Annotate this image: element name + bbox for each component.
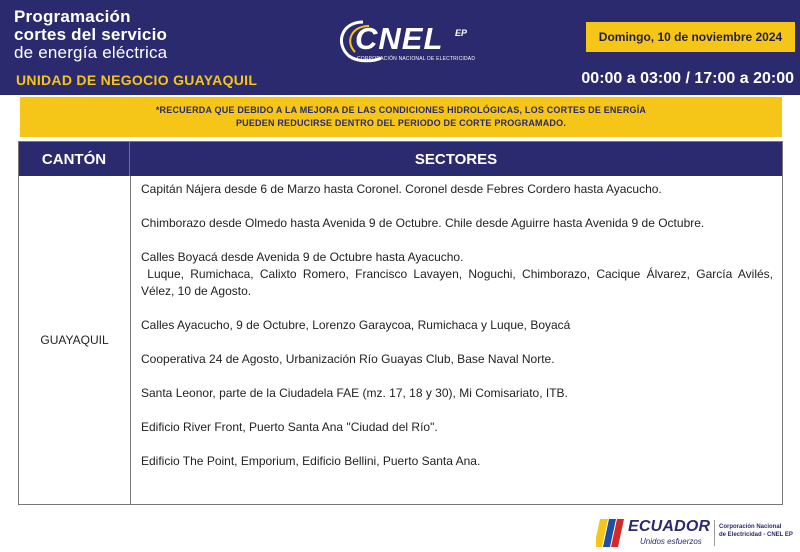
sector-item: Chimborazo desde Olmedo hasta Avenida 9 de Octubre. Chile desde Aguirre hasta Avenida 9 de Octubre.	[141, 216, 705, 230]
title-line-1: Programación	[14, 7, 131, 26]
sector-item: Santa Leonor, parte de la Ciudadela FAE (mz. 17, 18 y 30), Mi Comisariato, ITB.	[141, 386, 568, 400]
sector-item: Edificio The Point, Emporium, Edificio Bellini, Puerto Santa Ana.	[141, 454, 481, 468]
title-line-3: de energía eléctrica	[14, 43, 168, 62]
notice-banner	[20, 97, 782, 137]
title-line-2: cortes del servicio	[14, 25, 168, 44]
corp-line-1: Corporación Nacional	[719, 524, 782, 530]
notice-line-1: *RECUERDA QUE DEBIDO A LA MEJORA DE LAS CONDICIONES HIDROLÓGICAS, LOS CORTES DE ENERGÍA	[155, 105, 647, 115]
sector-item: Edificio River Front, Puerto Santa Ana "Ciudad del Río".	[141, 420, 438, 434]
schedule-times: 00:00 a 03:00 / 17:00 a 20:00	[581, 70, 794, 87]
cnel-logo	[333, 16, 483, 68]
brand-corporation	[719, 523, 793, 539]
sector-item: Cooperativa 24 de Agosto, Urbanización Río Guayas Club, Base Naval Norte.	[141, 352, 555, 366]
sector-item: Calles Ayacucho, 9 de Octubre, Lorenzo Garaycoa, Rumichaca y Luque, Boyacá	[141, 318, 571, 332]
notice-line-2: PUEDEN REDUCIRSE DENTRO DEL PERIODO DE CORTE PROGRAMADO.	[235, 118, 567, 128]
business-unit-label: UNIDAD DE NEGOCIO GUAYAQUIL	[16, 72, 258, 88]
header-banner	[0, 0, 800, 95]
header-canton: CANTÓN	[19, 142, 130, 176]
column-divider	[130, 176, 131, 504]
canton-cell: GUAYAQUIL	[40, 333, 109, 347]
footer-brand	[596, 517, 796, 550]
brand-divider	[714, 520, 715, 546]
outage-table	[18, 141, 783, 505]
logo-ep: EP	[455, 28, 468, 38]
sectors-cell	[141, 181, 780, 487]
header-sectores: SECTORES	[414, 150, 498, 168]
sector-item: Capitán Nájera desde 6 de Marzo hasta Coronel. Coronel desde Febres Cordero hasta Ayacucho.	[141, 182, 662, 196]
corp-line-2: de Electricidad - CNEL EP	[719, 532, 793, 538]
logo-subtitle: CORPORACIÓN NACIONAL DE ELECTRICIDAD	[357, 56, 476, 62]
brand-ecuador: ECUADOR	[628, 518, 711, 535]
table-header	[19, 142, 782, 176]
sector-item: Luque, Rumichaca, Calixto Romero, Francisco Lavayen, Noguchi, Chimborazo, Cacique Álvarez, García Avilés, Vélez, 10 de Agosto.	[141, 267, 780, 298]
sector-item: Calles Boyacá desde Avenida 9 de Octubre hasta Ayacucho.	[141, 250, 464, 264]
ecuador-flag-icon	[596, 519, 626, 547]
logo-text: CNEL	[355, 21, 444, 56]
header-title	[14, 8, 167, 62]
brand-slogan: Unidos esfuerzos	[640, 537, 702, 546]
date-badge: Domingo, 10 de noviembre 2024	[586, 22, 795, 52]
